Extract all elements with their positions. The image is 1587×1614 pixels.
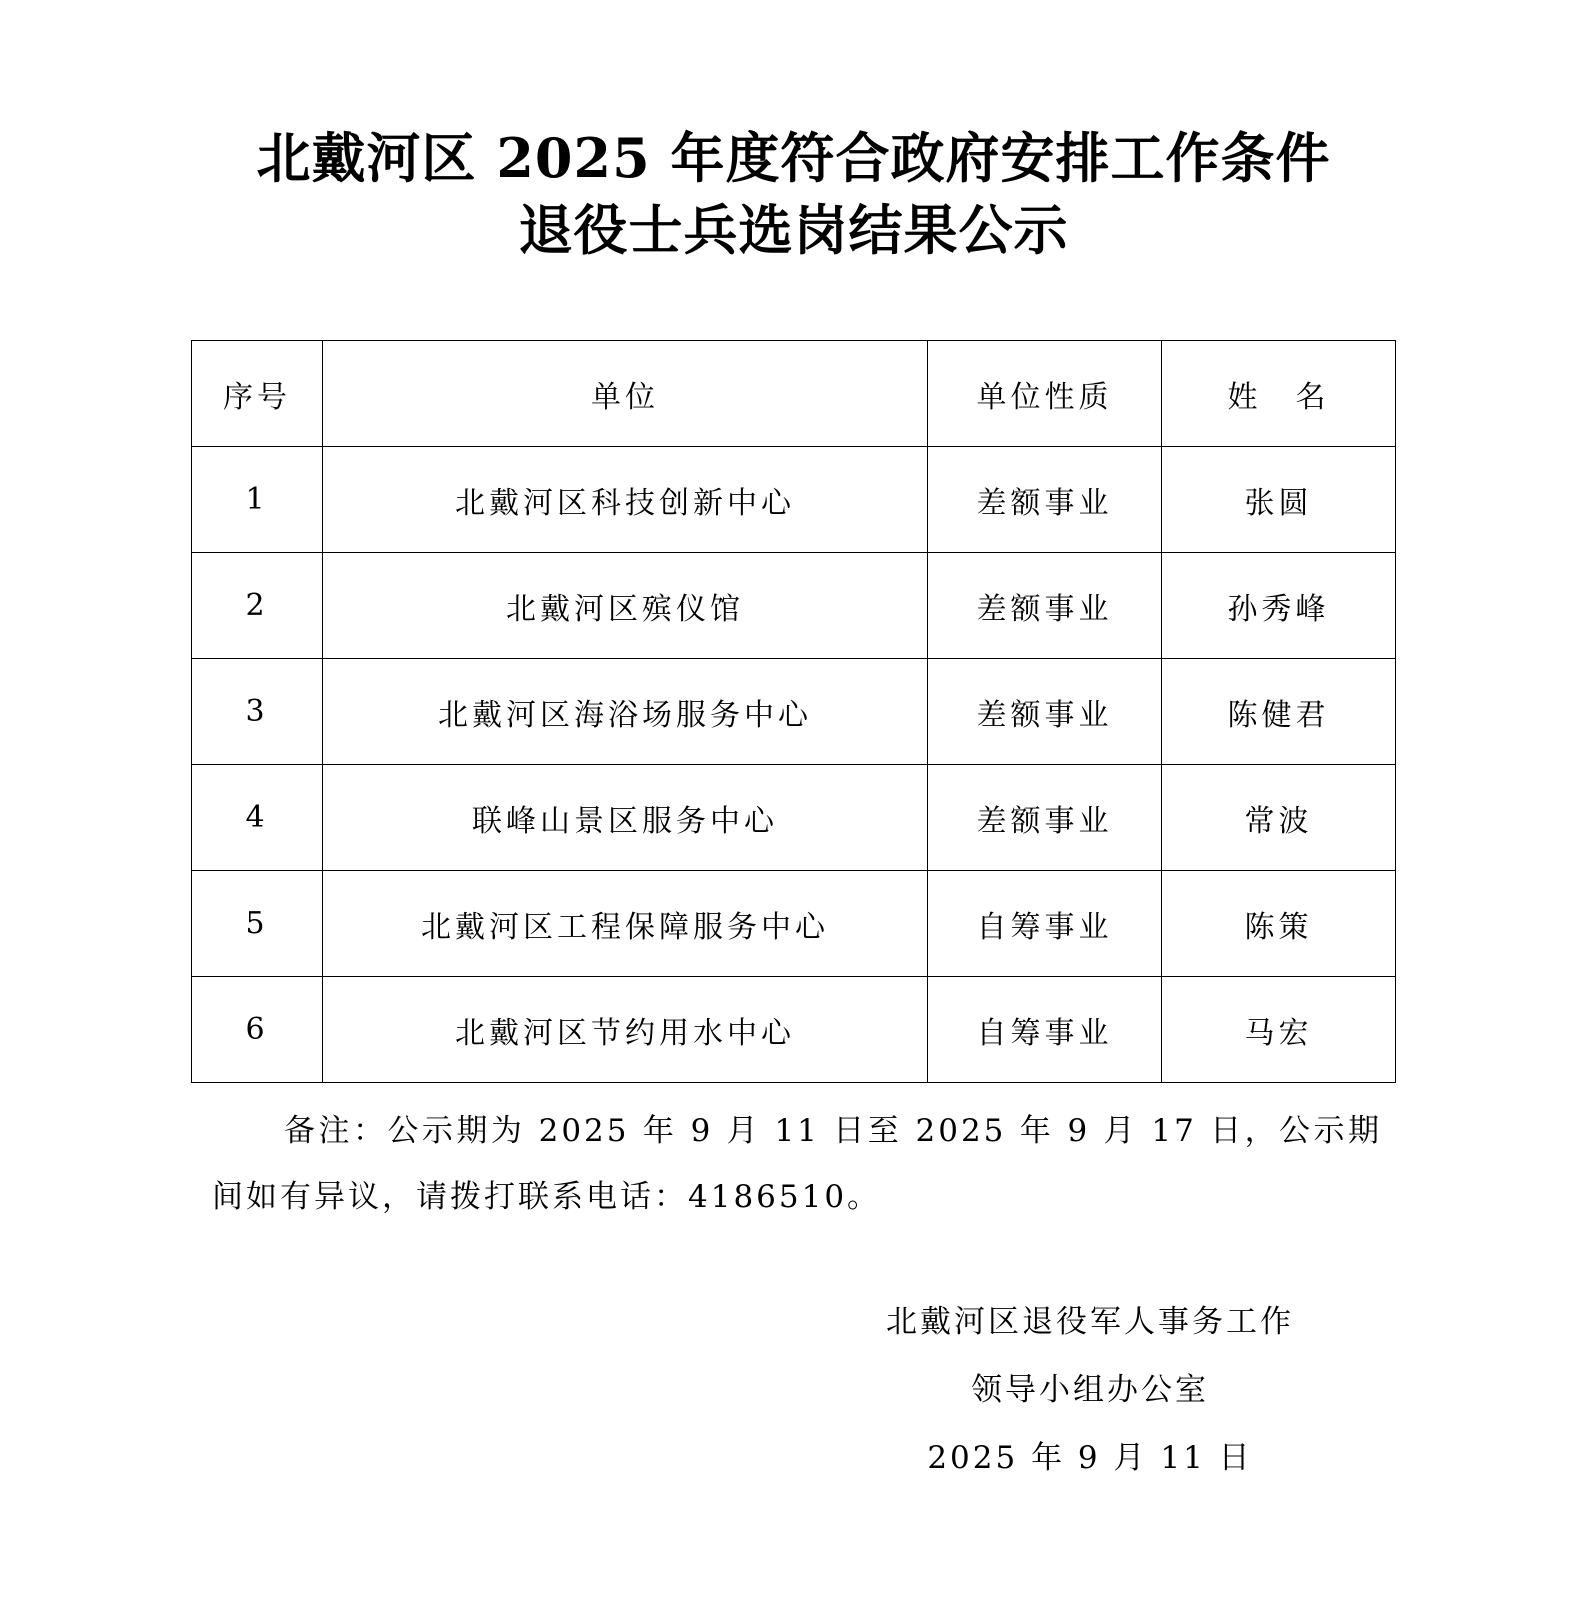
row-unit: 北戴河区殡仪馆 <box>323 553 928 659</box>
header-nature: 单位性质 <box>928 341 1162 447</box>
table-row <box>192 659 1396 765</box>
row-unit: 北戴河区海浴场服务中心 <box>323 659 928 765</box>
table-row <box>192 765 1396 871</box>
row-person-name: 常波 <box>1162 765 1396 871</box>
row-unit: 北戴河区工程保障服务中心 <box>323 871 928 977</box>
row-nature: 差额事业 <box>928 553 1162 659</box>
row-unit: 北戴河区节约用水中心 <box>323 977 928 1083</box>
header-name: 姓 名 <box>1162 341 1396 447</box>
header-seq: 序号 <box>192 341 323 447</box>
issuer-org-line-2: 领导小组办公室 <box>971 1372 1209 1408</box>
row-seq: 1 <box>192 447 323 553</box>
row-unit: 联峰山景区服务中心 <box>323 765 928 871</box>
row-seq: 3 <box>192 659 323 765</box>
row-nature: 差额事业 <box>928 659 1162 765</box>
issue-date: 2025 年 9 月 11 日 <box>927 1440 1253 1476</box>
row-seq: 2 <box>192 553 323 659</box>
remark-paragraph: 备注：公示期为 2025 年 9 月 11 日至 2025 年 9 月 17 日，公示期间如有异议，请拨打联系电话：4186510。 <box>212 1113 1382 1215</box>
table-row <box>192 447 1396 553</box>
table-header-row <box>192 341 1396 447</box>
row-nature: 差额事业 <box>928 765 1162 871</box>
row-seq: 6 <box>192 977 323 1083</box>
document-title-line-1: 北戴河区 2025 年度符合政府安排工作条件 <box>256 126 1331 190</box>
table-row <box>192 553 1396 659</box>
row-seq: 4 <box>192 765 323 871</box>
row-unit: 北戴河区科技创新中心 <box>323 447 928 553</box>
row-person-name: 张圆 <box>1162 447 1396 553</box>
header-unit: 单位 <box>323 341 928 447</box>
issuer-org-line-1: 北戴河区退役军人事务工作 <box>886 1304 1294 1340</box>
table-row <box>192 871 1396 977</box>
row-person-name: 马宏 <box>1162 977 1396 1083</box>
row-nature: 自筹事业 <box>928 871 1162 977</box>
document-title-line-2: 退役士兵选岗结果公示 <box>518 198 1069 262</box>
row-person-name: 陈策 <box>1162 871 1396 977</box>
row-person-name: 孙秀峰 <box>1162 553 1396 659</box>
row-person-name: 陈健君 <box>1162 659 1396 765</box>
row-nature: 差额事业 <box>928 447 1162 553</box>
row-nature: 自筹事业 <box>928 977 1162 1083</box>
row-seq: 5 <box>192 871 323 977</box>
table-row <box>192 977 1396 1083</box>
results-table <box>191 340 1396 1083</box>
